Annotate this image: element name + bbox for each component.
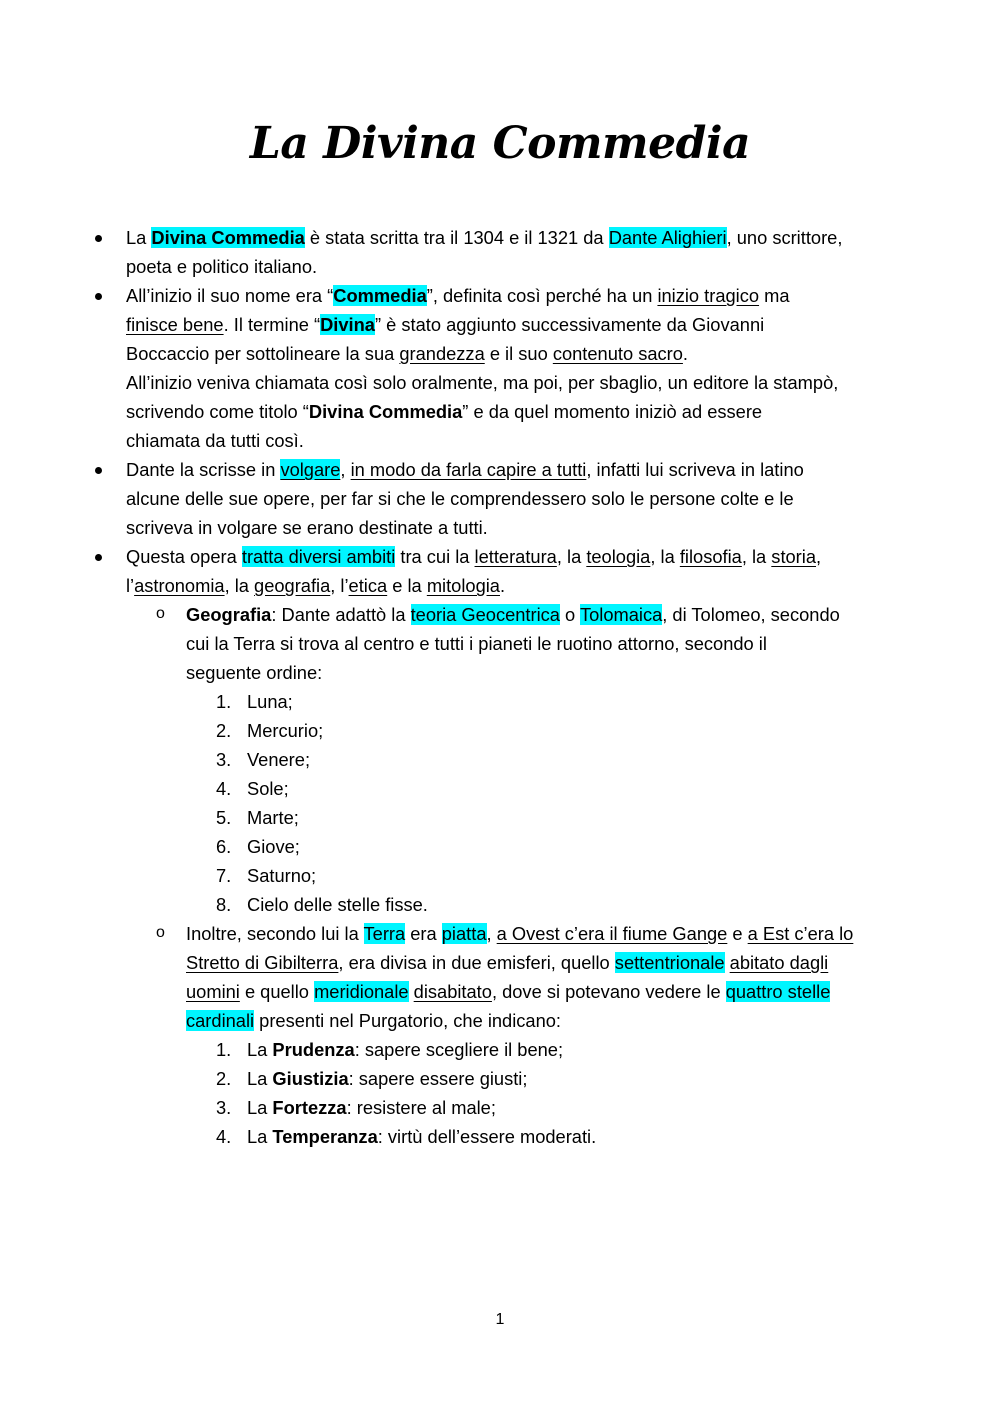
bold-text: Geografia — [186, 604, 272, 625]
highlighted-text: Dante Alighieri — [608, 227, 727, 248]
list-number: 7. — [216, 865, 232, 886]
text-run: ma — [759, 285, 790, 306]
document-title: La Divina Commedia — [249, 118, 751, 169]
text-line — [126, 426, 916, 455]
highlighted-text: cardinali — [186, 1010, 255, 1031]
bold-text: Giustizia — [272, 1068, 349, 1089]
text-run: e quello — [239, 981, 315, 1002]
text-run: , la — [556, 546, 587, 567]
text-run: Mercurio; — [247, 720, 324, 741]
text-run: , infatti lui scriveva in latino — [586, 459, 804, 480]
list-number: 8. — [216, 894, 232, 915]
sub-bullet-item — [156, 600, 916, 919]
highlighted-text: Divina Commedia — [151, 227, 305, 248]
bold-text: Divina Commedia — [308, 401, 463, 422]
text-run: La — [247, 1068, 273, 1089]
bullet-item — [126, 542, 916, 600]
highlighted-text: volgare — [280, 459, 341, 480]
highlighted-text: quattro stelle — [725, 981, 831, 1002]
text-line — [126, 571, 916, 600]
highlighted-text: Terra — [363, 923, 406, 944]
text-run: La — [247, 1097, 273, 1118]
numbered-list-item — [216, 1035, 916, 1064]
text-line — [126, 484, 916, 513]
text-run: La — [126, 227, 152, 248]
text-run: scrivendo come titolo “ — [126, 401, 309, 422]
text-run: , di Tolomeo, secondo — [662, 604, 840, 625]
bold-text: Fortezza — [272, 1097, 347, 1118]
numbered-list-item — [216, 1122, 916, 1151]
text-run: , la — [224, 575, 255, 596]
underlined-text: finisce bene — [126, 314, 224, 335]
text-run: , la — [741, 546, 772, 567]
bullet-item — [126, 455, 916, 542]
text-run: scriveva in volgare se erano destinate a tutti. — [126, 517, 488, 538]
numbered-list-item — [216, 803, 916, 832]
highlighted-text: piatta — [441, 923, 487, 944]
text-line — [186, 629, 916, 658]
list-number: 1. — [216, 691, 232, 712]
highlighted-text: teoria Geocentrica — [410, 604, 560, 625]
text-run: : virtù dell’essere moderati. — [377, 1126, 597, 1147]
text-run: alcune delle sue opere, per far si che le comprendessero solo le persone colte e le — [126, 488, 794, 509]
text-run: All’inizio il suo nome era “ — [126, 285, 334, 306]
numbered-list-item — [216, 745, 916, 774]
text-line — [126, 455, 916, 484]
text-run: seguente ordine: — [186, 662, 323, 683]
text-run: . Il termine “ — [223, 314, 321, 335]
bullet-item — [126, 281, 916, 455]
text-line — [186, 948, 916, 977]
text-line — [186, 600, 916, 629]
text-line — [126, 281, 916, 310]
text-run: è stata scritta tra il 1304 e il 1321 da — [304, 227, 609, 248]
text-run: e il suo — [484, 343, 553, 364]
text-run: e — [727, 923, 748, 944]
highlighted-text: meridionale — [314, 981, 409, 1002]
numbered-list-item — [216, 687, 916, 716]
underlined-text: storia — [771, 546, 817, 567]
bullet-dot-icon — [95, 235, 102, 242]
text-run: La — [247, 1126, 273, 1147]
text-line — [126, 513, 916, 542]
underlined-text: abitato dagli — [729, 952, 829, 973]
underlined-text: etica — [348, 575, 388, 596]
text-run: l’ — [126, 575, 135, 596]
text-run: Questa opera — [126, 546, 242, 567]
bullet-dot-icon — [95, 467, 102, 474]
highlighted-text: Tolomaica — [579, 604, 663, 625]
text-run: ” e da quel momento iniziò ad essere — [462, 401, 763, 422]
text-line — [126, 252, 916, 281]
list-number: 2. — [216, 1068, 232, 1089]
text-line — [186, 1006, 916, 1035]
underlined-text: in modo da farla capire a tutti — [350, 459, 587, 480]
bullet-dot-icon — [95, 554, 102, 561]
underlined-text: astronomia — [134, 575, 225, 596]
text-run: . — [499, 575, 506, 596]
list-number: 5. — [216, 807, 232, 828]
list-number: 4. — [216, 778, 232, 799]
underlined-text: teologia — [586, 546, 651, 567]
list-number: 2. — [216, 720, 232, 741]
text-run: chiamata da tutti così. — [126, 430, 304, 451]
text-line — [126, 223, 916, 252]
underlined-text: a Est c’era lo — [747, 923, 854, 944]
bold-text: Prudenza — [272, 1039, 355, 1060]
text-run: cui la Terra si trova al centro e tutti i pianeti le ruotino attorno, secondo il — [186, 633, 767, 654]
text-run: Cielo delle stelle fisse. — [247, 894, 428, 915]
text-run: tra cui la — [395, 546, 475, 567]
text-run: ” è stato aggiunto successivamente da Giovanni — [374, 314, 765, 335]
text-run: , la — [650, 546, 680, 567]
list-number: 6. — [216, 836, 232, 857]
highlighted-text: tratta diversi ambiti — [241, 546, 396, 567]
text-line — [126, 397, 916, 426]
list-number: 3. — [216, 749, 232, 770]
list-number: 3. — [216, 1097, 232, 1118]
bullet-item — [126, 223, 916, 281]
text-run: , — [486, 923, 497, 944]
bold-text: Temperanza — [272, 1126, 378, 1147]
sub-bullet-item — [156, 919, 916, 1151]
text-run: Luna; — [247, 691, 293, 712]
page-number: 1 — [495, 1311, 505, 1328]
numbered-list-item — [216, 890, 916, 919]
numbered-list-item — [216, 1064, 916, 1093]
underlined-text: uomini — [186, 981, 240, 1002]
highlighted-text: Commedia — [333, 285, 427, 306]
text-run: : resistere al male; — [346, 1097, 496, 1118]
text-run: . — [682, 343, 689, 364]
underlined-text: disabitato — [413, 981, 492, 1002]
text-run: , — [340, 459, 351, 480]
text-run: La — [247, 1039, 273, 1060]
underlined-text: mitologia — [426, 575, 500, 596]
numbered-list-item — [216, 861, 916, 890]
underlined-text: contenuto sacro — [552, 343, 683, 364]
text-run: era — [405, 923, 442, 944]
text-run: Giove; — [247, 836, 300, 857]
text-run: , era divisa in due emisferi, quello — [338, 952, 615, 973]
text-line — [126, 368, 916, 397]
sub-bullet-circle-icon: o — [156, 605, 165, 622]
text-run: Boccaccio per sottolineare la sua — [126, 343, 400, 364]
text-line — [126, 310, 916, 339]
highlighted-text: settentrionale — [614, 952, 725, 973]
text-run: presenti nel Purgatorio, che indicano: — [254, 1010, 562, 1031]
text-run: , l’ — [330, 575, 349, 596]
sub-bullet-circle-icon: o — [156, 924, 165, 941]
text-run: All’inizio veniva chiamata così solo oralmente, ma poi, per sbaglio, un editore la stampò, — [126, 372, 839, 393]
text-run: e la — [387, 575, 427, 596]
underlined-text: inizio tragico — [657, 285, 760, 306]
text-line — [126, 339, 916, 368]
underlined-text: grandezza — [399, 343, 485, 364]
text-line — [126, 542, 916, 571]
text-run: , dove si potevano vedere le — [491, 981, 726, 1002]
text-run: Venere; — [247, 749, 311, 770]
text-run: Saturno; — [247, 865, 317, 886]
numbered-list — [216, 687, 916, 919]
text-line — [186, 658, 916, 687]
underlined-text: geografia — [254, 575, 331, 596]
text-line — [186, 977, 916, 1006]
text-run: ”, definita così perché ha un — [426, 285, 658, 306]
text-run: , — [816, 546, 822, 567]
text-run: Sole; — [247, 778, 289, 799]
numbered-list-item — [216, 832, 916, 861]
text-run: Dante la scrisse in — [126, 459, 281, 480]
numbered-list — [216, 1035, 916, 1151]
underlined-text: letteratura — [474, 546, 557, 567]
numbered-list-item — [216, 716, 916, 745]
underlined-text: filosofia — [679, 546, 742, 567]
underlined-text: a Ovest c’era il fiume Gange — [496, 923, 728, 944]
text-run: : sapere scegliere il bene; — [354, 1039, 564, 1060]
text-run: Inoltre, secondo lui la — [186, 923, 364, 944]
underlined-text: Stretto di Gibilterra — [186, 952, 339, 973]
numbered-list-item — [216, 1093, 916, 1122]
text-line — [186, 919, 916, 948]
document-body — [126, 223, 916, 1151]
text-run: poeta e politico italiano. — [126, 256, 318, 277]
text-run: Marte; — [247, 807, 299, 828]
list-number: 4. — [216, 1126, 232, 1147]
list-number: 1. — [216, 1039, 232, 1060]
bullet-dot-icon — [95, 293, 102, 300]
numbered-list-item — [216, 774, 916, 803]
highlighted-text: Divina — [320, 314, 375, 335]
text-run: : Dante adattò la — [271, 604, 411, 625]
text-run: o — [559, 604, 580, 625]
text-run: , uno scrittore, — [726, 227, 843, 248]
text-run: : sapere essere giusti; — [348, 1068, 528, 1089]
